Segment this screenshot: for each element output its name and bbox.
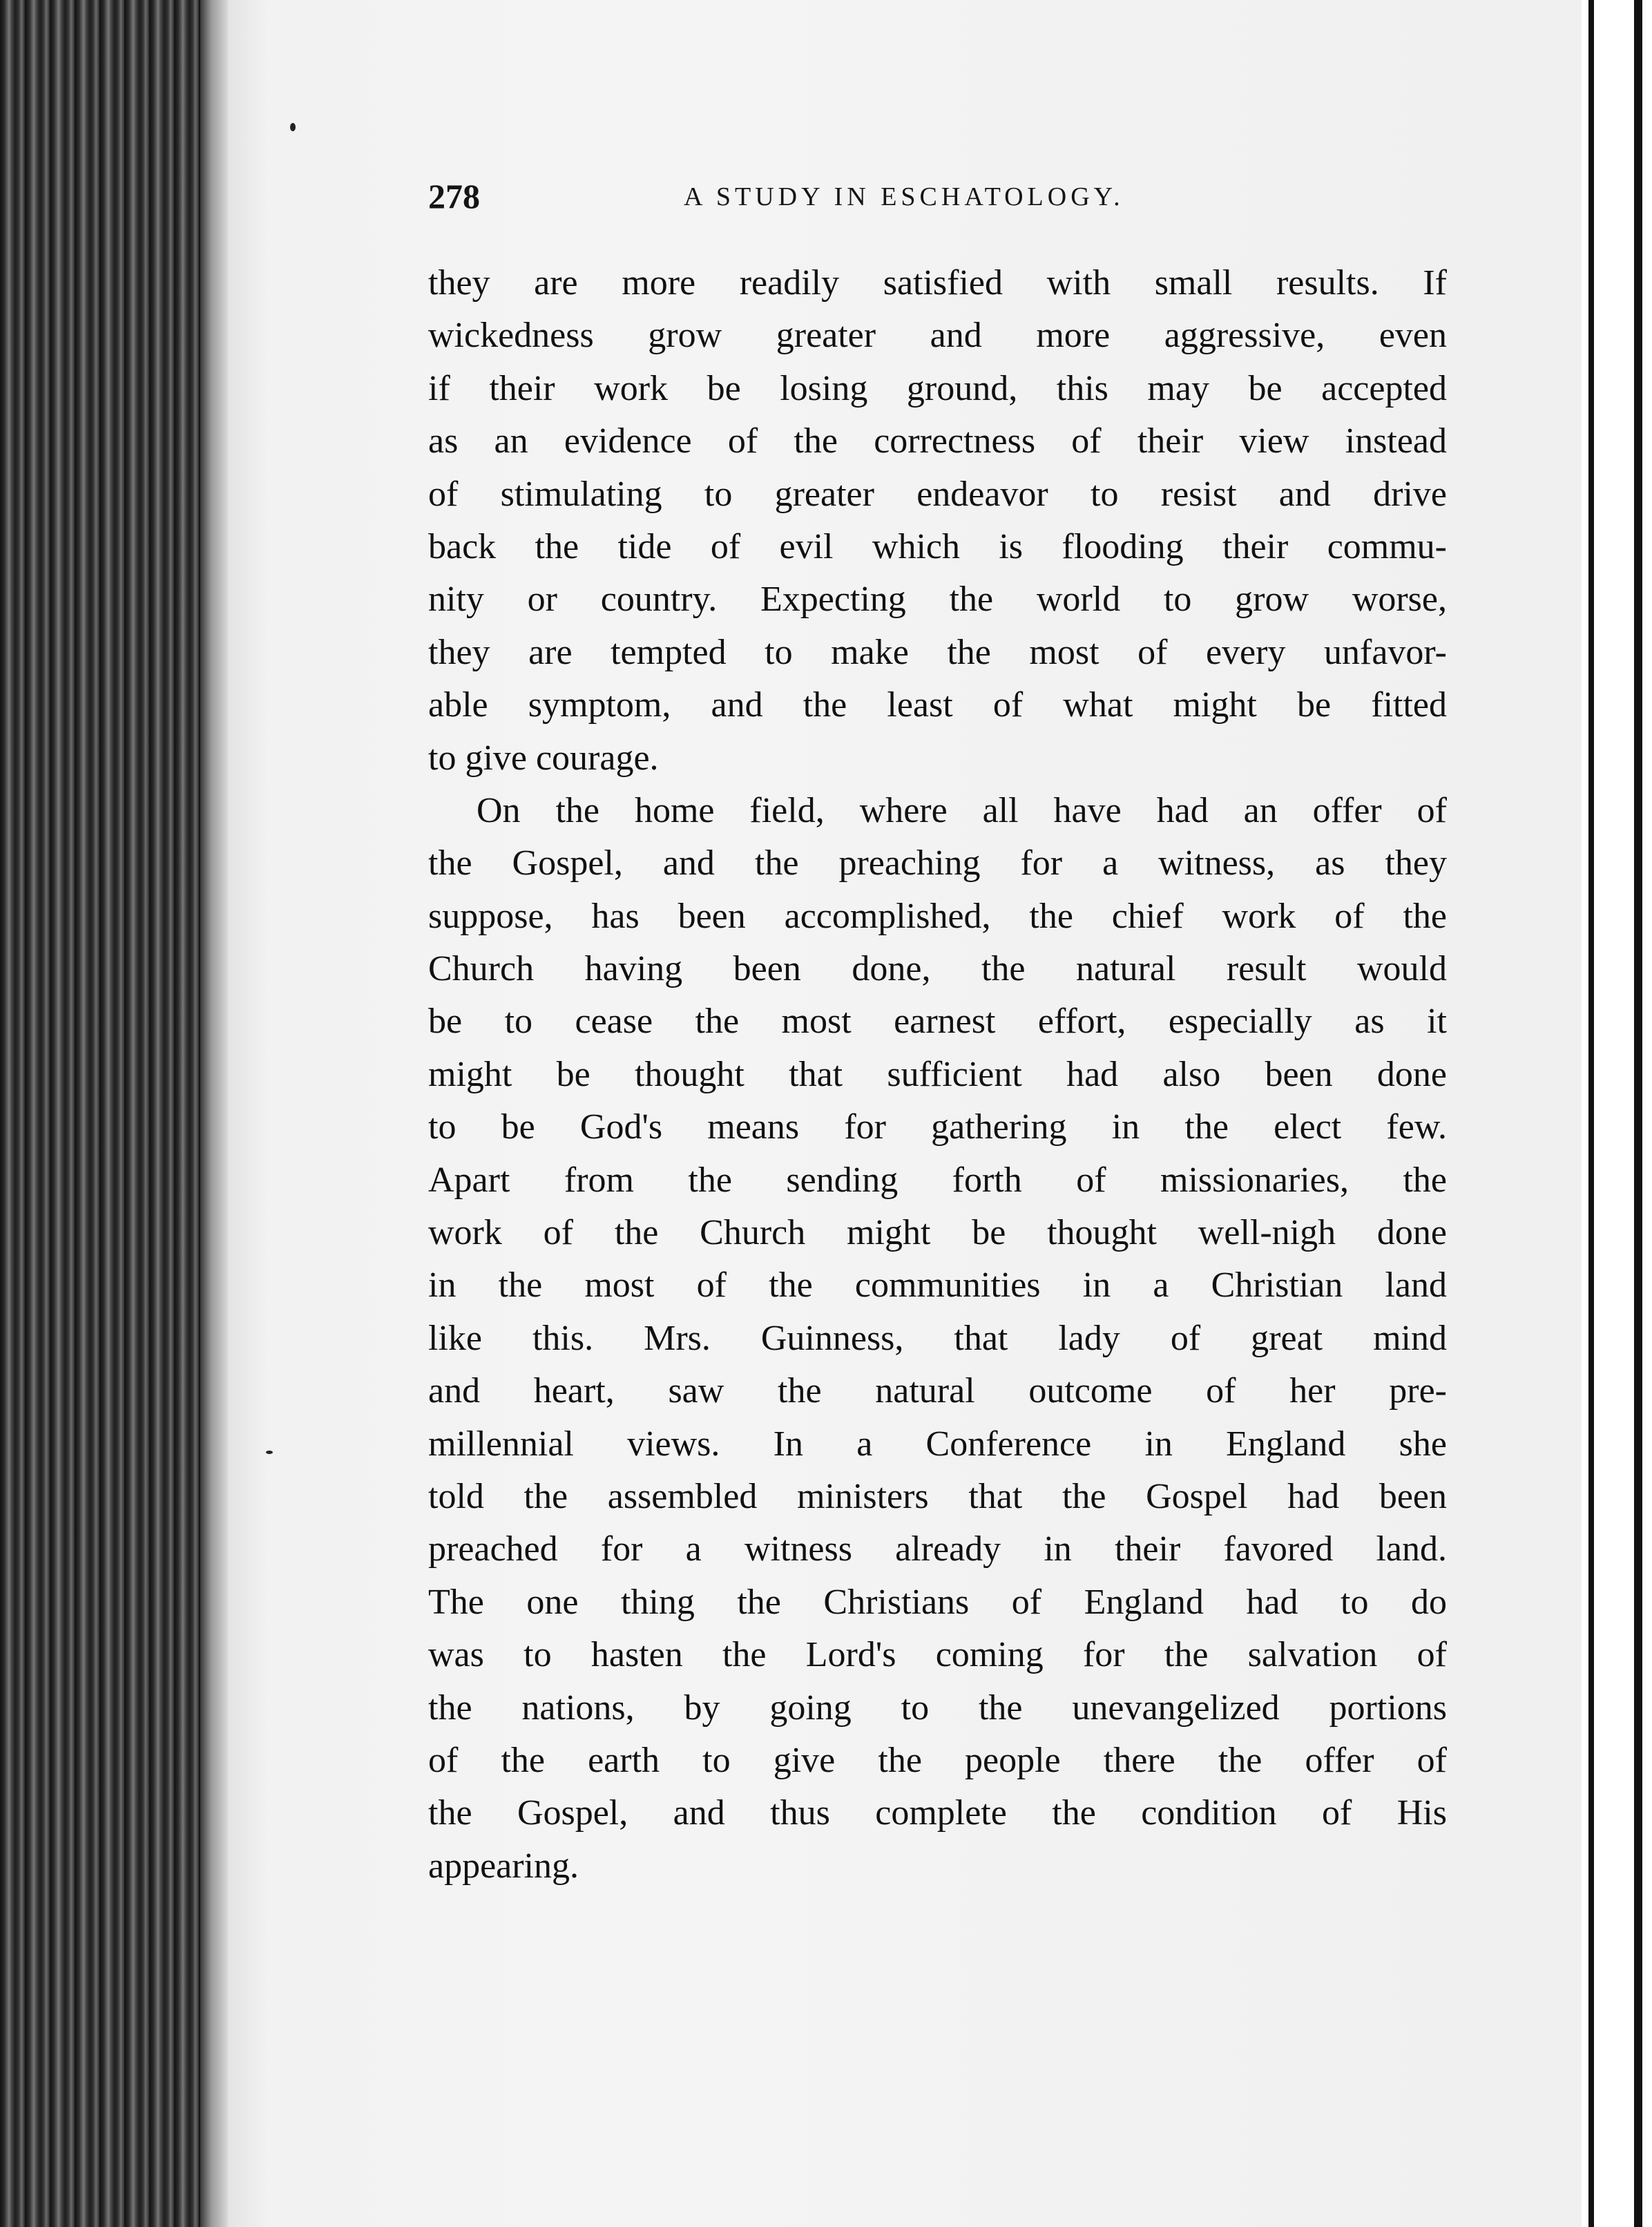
text-line: Church having been done, the natural result would: [428, 949, 1447, 989]
text-line: to be God's means for gathering in the elect few.: [428, 1107, 1447, 1147]
text-line: The one thing the Christians of England had to do: [428, 1582, 1447, 1622]
page-header: [428, 176, 1454, 224]
text-line: might be thought that sufficient had also been done: [428, 1054, 1447, 1094]
text-line: the Gospel, and the preaching for a witness, as they: [428, 843, 1447, 883]
text-line: and heart, saw the natural outcome of her pre-: [428, 1371, 1447, 1411]
text-line: if their work be losing ground, this may be accepted: [428, 368, 1447, 408]
text-line: appearing.: [428, 1846, 579, 1886]
text-line: able symptom, and the least of what might be fitted: [428, 685, 1447, 725]
text-line: of the earth to give the people there the offer of: [428, 1740, 1447, 1780]
text-line: was to hasten the Lord's coming for the salvation of: [428, 1635, 1447, 1675]
body-text: [428, 257, 1447, 1893]
text-line: millennial views. In a Conference in England she: [428, 1424, 1447, 1464]
text-line: Apart from the sending forth of missionaries, the: [428, 1160, 1447, 1200]
paragraph-start-line: On the home field, where all have had an offer of: [477, 790, 1447, 830]
text-line: they are more readily satisfied with small results. If: [428, 263, 1447, 303]
text-line: told the assembled ministers that the Gospel had been: [428, 1476, 1447, 1516]
speck: [266, 1451, 273, 1454]
text-line: like this. Mrs. Guinness, that lady of great mind: [428, 1318, 1447, 1358]
text-line: to give courage.: [428, 738, 659, 778]
text-line: be to cease the most earnest effort, especially as it: [428, 1002, 1447, 1042]
right-page-edge: [1582, 0, 1652, 2227]
running-head: A STUDY IN ESCHATOLOGY.: [684, 182, 1124, 211]
text-line: preached for a witness already in their favored land.: [428, 1529, 1447, 1569]
text-line: nity or country. Expecting the world to grow worse,: [428, 580, 1447, 620]
text-line: the nations, by going to the unevangelized portions: [428, 1688, 1447, 1728]
text-line: wickedness grow greater and more aggressive, even: [428, 316, 1447, 356]
text-line: they are tempted to make the most of every unfavor-: [428, 632, 1447, 672]
speck: [290, 123, 296, 131]
text-line: back the tide of evil which is flooding their commu-: [428, 526, 1447, 566]
page-number: 278: [428, 177, 480, 216]
text-line: as an evidence of the correctness of their view instead: [428, 421, 1447, 461]
text-line: of stimulating to greater endeavor to resist and drive: [428, 474, 1447, 514]
text-line: in the most of the communities in a Christian land: [428, 1265, 1447, 1306]
book-edge: [0, 0, 228, 2227]
text-line: the Gospel, and thus complete the condition of His: [428, 1793, 1447, 1833]
text-line: work of the Church might be thought well-nigh done: [428, 1213, 1447, 1253]
text-line: suppose, has been accomplished, the chief work of the: [428, 896, 1447, 936]
